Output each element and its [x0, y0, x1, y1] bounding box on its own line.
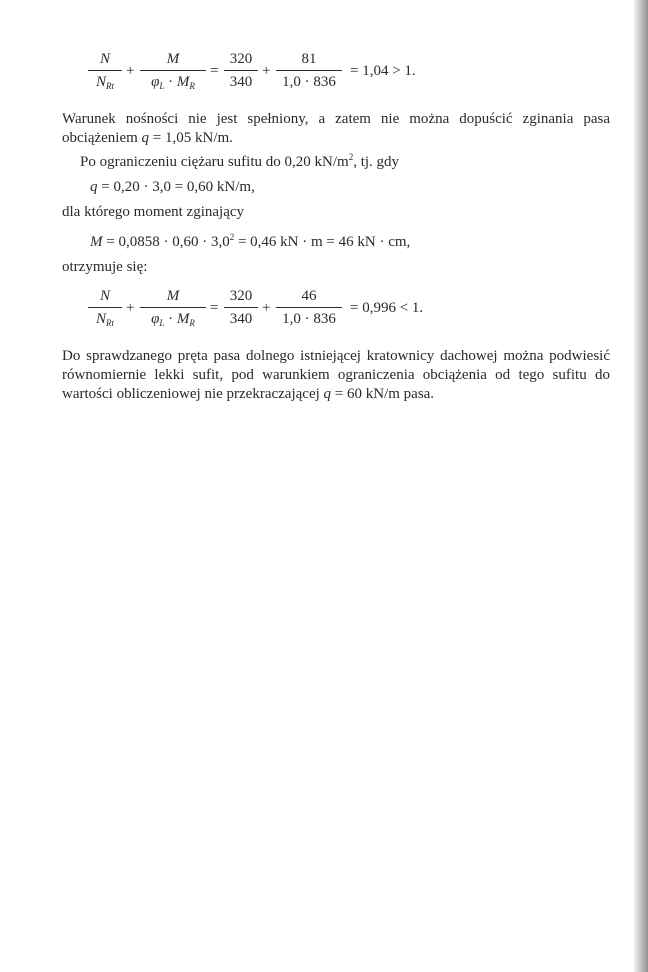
formula-m: $M = 0,0858 \cdot 0,60 \cdot 3,0^2 = 0,46$ kN · m = 46 kN · cm, — [90, 232, 411, 250]
paragraph-result-intro: otrzymuje się: — [62, 259, 148, 275]
denominator: N — [95, 311, 106, 327]
page-edge-shadow — [634, 0, 648, 972]
fraction-81-over-836 — [276, 48, 342, 93]
numerator: 320 — [229, 51, 253, 67]
fraction-n-over-nrt — [88, 48, 122, 93]
plus-sign: + — [262, 63, 271, 79]
numerator: 81 — [301, 51, 317, 67]
paragraph-ceiling-limit: Po ograniczeniu ciężaru sufitu do 0,20 $kN/m^2$, tj. gdy — [80, 152, 400, 170]
fraction-320-over-340 — [224, 48, 258, 93]
paragraph-bending-moment: dla którego moment zginający — [62, 204, 245, 220]
document-page — [62, 40, 610, 404]
equals-sign: = — [210, 300, 219, 316]
equation-1 — [88, 48, 610, 100]
denominator: 340 — [229, 74, 253, 90]
fraction-46-over-836 — [276, 285, 342, 330]
equation-result: = 1,04 > 1. — [350, 63, 416, 79]
denominator-subscript: Rt — [106, 81, 114, 91]
paragraph-conclusion: Do sprawdzanego pręta pasa dolnego istniejącej kratownicy dachowej można podwiesić równomiernie lekki sufit, pod warunkiem ograniczenia obciążenia od tego sufitu do wartości obliczeniowej nie przekraczającej q = 60 kN/m pasa. — [62, 348, 610, 402]
denominator-subscript: Rt — [106, 318, 114, 328]
fraction-m-over-phi-m: M $\varphi_L \cdot M_R$ — [140, 285, 206, 330]
denominator: 1,0 · 836 — [282, 74, 336, 90]
denominator: 340 — [229, 311, 253, 327]
formula-q: q = 0,20 · 3,0 = 0,60 kN/m, — [90, 179, 255, 195]
numerator: N — [99, 51, 110, 67]
equation-result: = 0,996 < 1. — [350, 300, 424, 316]
numerator: 46 — [301, 288, 317, 304]
plus-sign: + — [126, 63, 135, 79]
plus-sign: + — [262, 300, 271, 316]
numerator: M — [166, 288, 180, 304]
paragraph-condition-not-met: Warunek nośności nie jest spełniony, a zatem nie można dopuścić zginania pasa obciążeniem q = 1,05 kN/m. — [62, 111, 610, 146]
equation-2 — [88, 285, 610, 337]
denominator: N — [95, 74, 106, 90]
denominator: 1,0 · 836 — [282, 311, 336, 327]
fraction-n-over-nrt — [88, 285, 122, 330]
equals-sign: = — [210, 63, 219, 79]
numerator: 320 — [229, 288, 253, 304]
plus-sign: + — [126, 300, 135, 316]
numerator: M — [166, 51, 180, 67]
fraction-320-over-340 — [224, 285, 258, 330]
fraction-m-over-phi-m: M $\varphi_L \cdot M_R$ — [140, 48, 206, 93]
numerator: N — [99, 288, 110, 304]
